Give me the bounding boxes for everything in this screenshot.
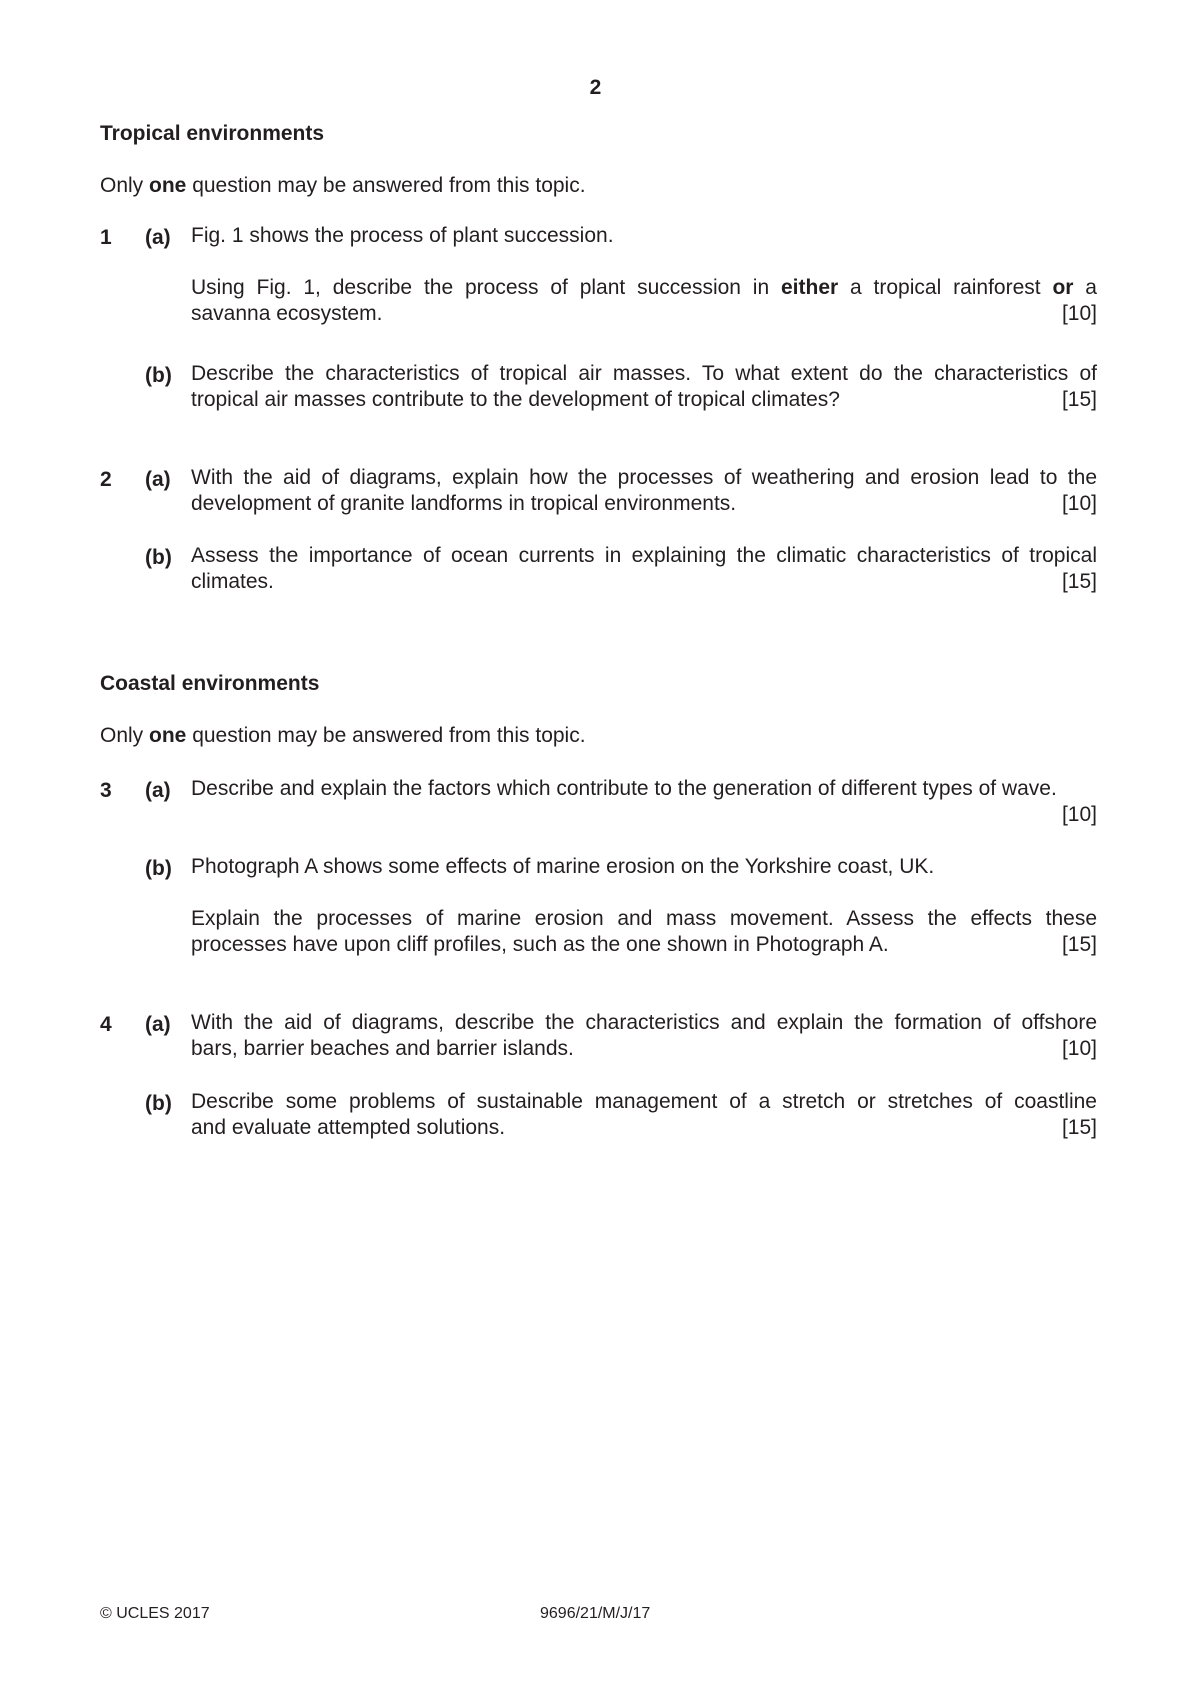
question-4b-text: [191, 1089, 1097, 1141]
question-2b-text: [191, 543, 1097, 595]
question-3b-intro: Photograph A shows some effects of marine erosion on the Yorkshire coast, UK.: [191, 855, 935, 878]
question-4a-line2: bars, barrier beaches and barrier islands.: [191, 1037, 574, 1060]
section-instruction-coastal: Only one question may be answered from this topic.: [100, 724, 586, 747]
question-4a-text: [191, 1010, 1097, 1062]
marks-4b: [15]: [1061, 1116, 1097, 1139]
question-number-4: 4: [100, 1013, 112, 1036]
question-number-2: 2: [100, 468, 112, 491]
question-3b-line2: processes have upon cliff profiles, such as the one shown in Photograph A.: [191, 933, 889, 956]
marks-1a: [10]: [1061, 302, 1097, 325]
section-instruction-tropical: Only one question may be answered from this topic.: [100, 174, 586, 197]
part-label-4a: (a): [145, 1013, 171, 1036]
part-label-2a: (a): [145, 468, 171, 491]
marks-2b: [15]: [1061, 570, 1097, 593]
section-heading-tropical: Tropical environments: [100, 122, 325, 145]
question-3a-line1: Describe and explain the factors which contribute to the generation of different types of wave.: [191, 777, 1057, 800]
marks-1b: [15]: [1061, 388, 1097, 411]
question-number-3: 3: [100, 779, 112, 802]
part-label-2b: (b): [145, 546, 172, 569]
page-number: 2: [589, 76, 602, 99]
marks-3a: [10]: [1061, 803, 1097, 826]
question-3b-text: [191, 906, 1097, 958]
question-4a-line1: With the aid of diagrams, describe the characteristics and explain the formation of offshore: [191, 1011, 1097, 1034]
footer-copyright: © UCLES 2017: [100, 1605, 210, 1622]
question-1a-line1: Using Fig. 1, describe the process of plant succession in either a tropical rainforest or a: [191, 276, 1097, 299]
question-4b-line1: Describe some problems of sustainable management of a stretch or stretches of coastline: [191, 1090, 1097, 1113]
question-2b-line2: climates.: [191, 570, 274, 593]
question-4b-line2: and evaluate attempted solutions.: [191, 1116, 506, 1139]
question-1a-intro: Fig. 1 shows the process of plant succession.: [191, 224, 614, 247]
question-3b-line1: Explain the processes of marine erosion and mass movement. Assess the effects these: [191, 907, 1097, 930]
part-label-3a: (a): [145, 779, 171, 802]
question-2a-line2: development of granite landforms in tropical environments.: [191, 492, 737, 515]
question-number-1: 1: [100, 226, 112, 249]
part-label-3b: (b): [145, 857, 172, 880]
marks-2a: [10]: [1061, 492, 1097, 515]
marks-3b: [15]: [1061, 933, 1097, 956]
part-label-1a: (a): [145, 226, 171, 249]
question-1b-line2: tropical air masses contribute to the development of tropical climates?: [191, 388, 840, 411]
part-label-1b: (b): [145, 364, 172, 387]
question-1b-line1: Describe the characteristics of tropical air masses. To what extent do the characteristics of: [191, 362, 1097, 385]
question-1a-text: [191, 275, 1097, 327]
question-2a-line1: With the aid of diagrams, explain how the processes of weathering and erosion lead to the: [191, 466, 1097, 489]
question-2b-line1: Assess the importance of ocean currents in explaining the climatic characteristics of tropical: [191, 544, 1097, 567]
part-label-4b: (b): [145, 1092, 172, 1115]
question-2a-text: [191, 465, 1097, 517]
question-1a-line2: savanna ecosystem.: [191, 302, 383, 325]
section-heading-coastal: Coastal environments: [100, 672, 320, 695]
question-3a-text: [191, 776, 1097, 828]
marks-4a: [10]: [1061, 1037, 1097, 1060]
question-1b-text: [191, 361, 1097, 413]
footer-paper-code: 9696/21/M/J/17: [540, 1605, 651, 1622]
